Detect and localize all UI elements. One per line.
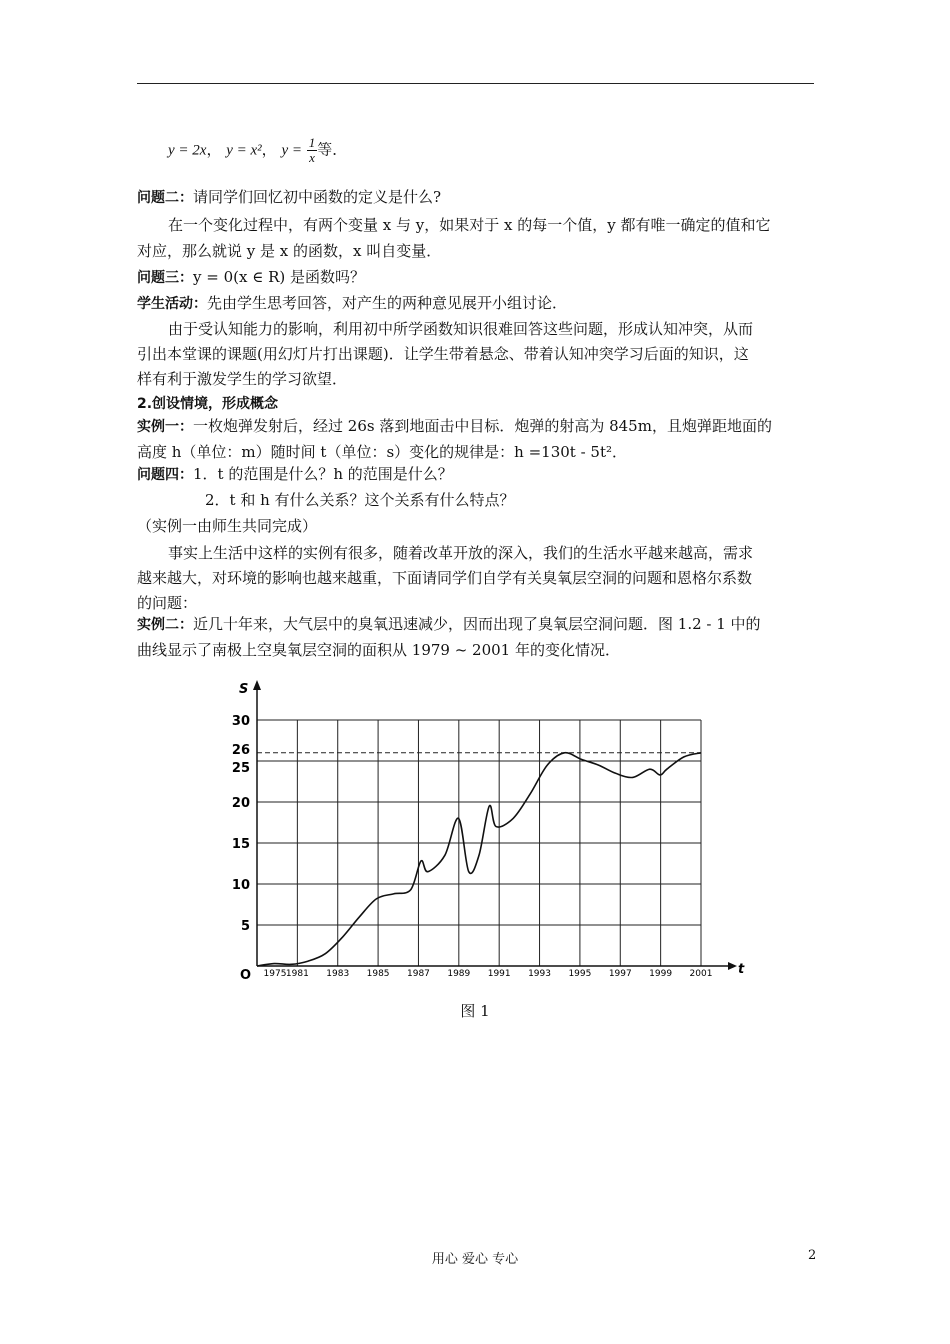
example-one: 实例一：一枚炮弹发射后，经过 26s 落到地面击中目标．炮弹的射高为 845m，且炮弹距地面的 [137, 417, 772, 435]
x-axis-arrow [728, 962, 737, 970]
footer-text: 用心 爱心 专心 [431, 1252, 519, 1267]
x-axis-label: t [738, 962, 745, 977]
y-tick-label: 20 [231, 796, 250, 811]
paragraph-1-line-3: 样有利于激发学生的学习欲望． [137, 370, 348, 388]
y-tick-label: 15 [231, 837, 250, 852]
x-tick-label: 1991 [487, 969, 511, 979]
paragraph-2-line-3: 的问题： [137, 594, 198, 612]
example-one-line-2: 高度 h（单位：m）随时间 t（单位：s）变化的规律是：h =130t - 5t²． [137, 443, 627, 461]
figure-caption: 图 1 [460, 1002, 490, 1020]
ozone-hole-area-curve [257, 753, 701, 966]
definition-line-1: 在一个变化过程中，有两个变量 x 与 y，如果对于 x 的每一个值，y 都有唯一确定的值和它 [168, 216, 771, 234]
question-three: 问题三：y = 0(x ∈ R) 是函数吗？ [137, 268, 365, 286]
x-tick-label: 1989 [447, 969, 471, 979]
x-tick-label: 1981 [285, 969, 309, 979]
y-tick-label: 25 [231, 761, 250, 776]
y-axis-label: S [239, 682, 249, 697]
x-tick-label: 1987 [407, 969, 430, 979]
x-tick-label: 1975 [263, 969, 287, 979]
x-tick-label: 1999 [649, 969, 673, 979]
paragraph-2-line-2: 越来越大，对环境的影响也越来越重，下面请同学们自学有关臭氧层空洞的问题和恩格尔系数 [137, 569, 753, 587]
y-axis-arrow [253, 680, 261, 690]
formula-y-x2: y = x² [226, 142, 262, 159]
question-two: 问题二：请同学们回忆初中函数的定义是什么? [137, 188, 442, 206]
example-two-line-2: 曲线显示了南极上空臭氧层空洞的面积从 1979 ~ 2001 年的变化情况． [137, 641, 620, 659]
y-tick-label: 10 [231, 878, 250, 893]
page-number: 2 [808, 1248, 817, 1263]
formula-y-1-over-x: y = [281, 142, 302, 159]
y-tick-label: 30 [231, 714, 250, 729]
x-tick-label: 1993 [528, 969, 551, 979]
x-tick-label: 1997 [608, 969, 632, 979]
example-functions: y = 2x， y = x²， y = $\frac{1}{x}$ 等． [168, 135, 348, 165]
paragraph-2-line-1: 事实上生活中这样的实例有很多，随着改革开放的深入，我们的生活水平越来越高，需求 [168, 544, 754, 562]
x-tick-label: 2001 [689, 969, 713, 979]
example-two: 实例二：近几十年来，大气层中的臭氧迅速减少，因而出现了臭氧层空洞问题．图 1.2 - 1 中的 [137, 615, 761, 633]
question-four: 问题四：1．t 的范围是什么？h 的范围是什么？ [137, 465, 453, 483]
student-activity: 学生活动：先由学生思考回答，对产生的两种意见展开小组讨论． [137, 294, 568, 312]
definition-line-2: 对应，那么就说 y 是 x 的函数，x 叫自变量． [137, 242, 442, 260]
origin-label: O [240, 968, 252, 983]
fraction: $\frac{1}{x}$ [308, 135, 316, 165]
x-tick-label: 1983 [326, 969, 350, 979]
x-tick-label: 1985 [366, 969, 390, 979]
question-four-item-2: 2．t 和 h 有什么关系？这个关系有什么特点？ [205, 491, 515, 509]
paragraph-1-line-1: 由于受认知能力的影响，利用初中所学函数知识很难回答这些问题，形成认知冲突，从而 [168, 320, 754, 338]
section-heading: 2.创设情境，形成概念 [137, 396, 279, 412]
paragraph-1-line-2: 引出本堂课的课题(用幻灯片打出课题)．让学生带着悬念、带着认知冲突学习后面的知识，这 [137, 345, 749, 363]
header-rule [137, 83, 814, 84]
y-tick-label: 5 [240, 919, 250, 934]
y-tick-label: 26 [231, 742, 250, 758]
formula-y-2x: y = 2x [168, 142, 207, 159]
ozone-hole-chart [0, 660, 950, 1000]
x-tick-label: 1995 [568, 969, 592, 979]
note: （实例一由师生共同完成） [137, 517, 318, 535]
